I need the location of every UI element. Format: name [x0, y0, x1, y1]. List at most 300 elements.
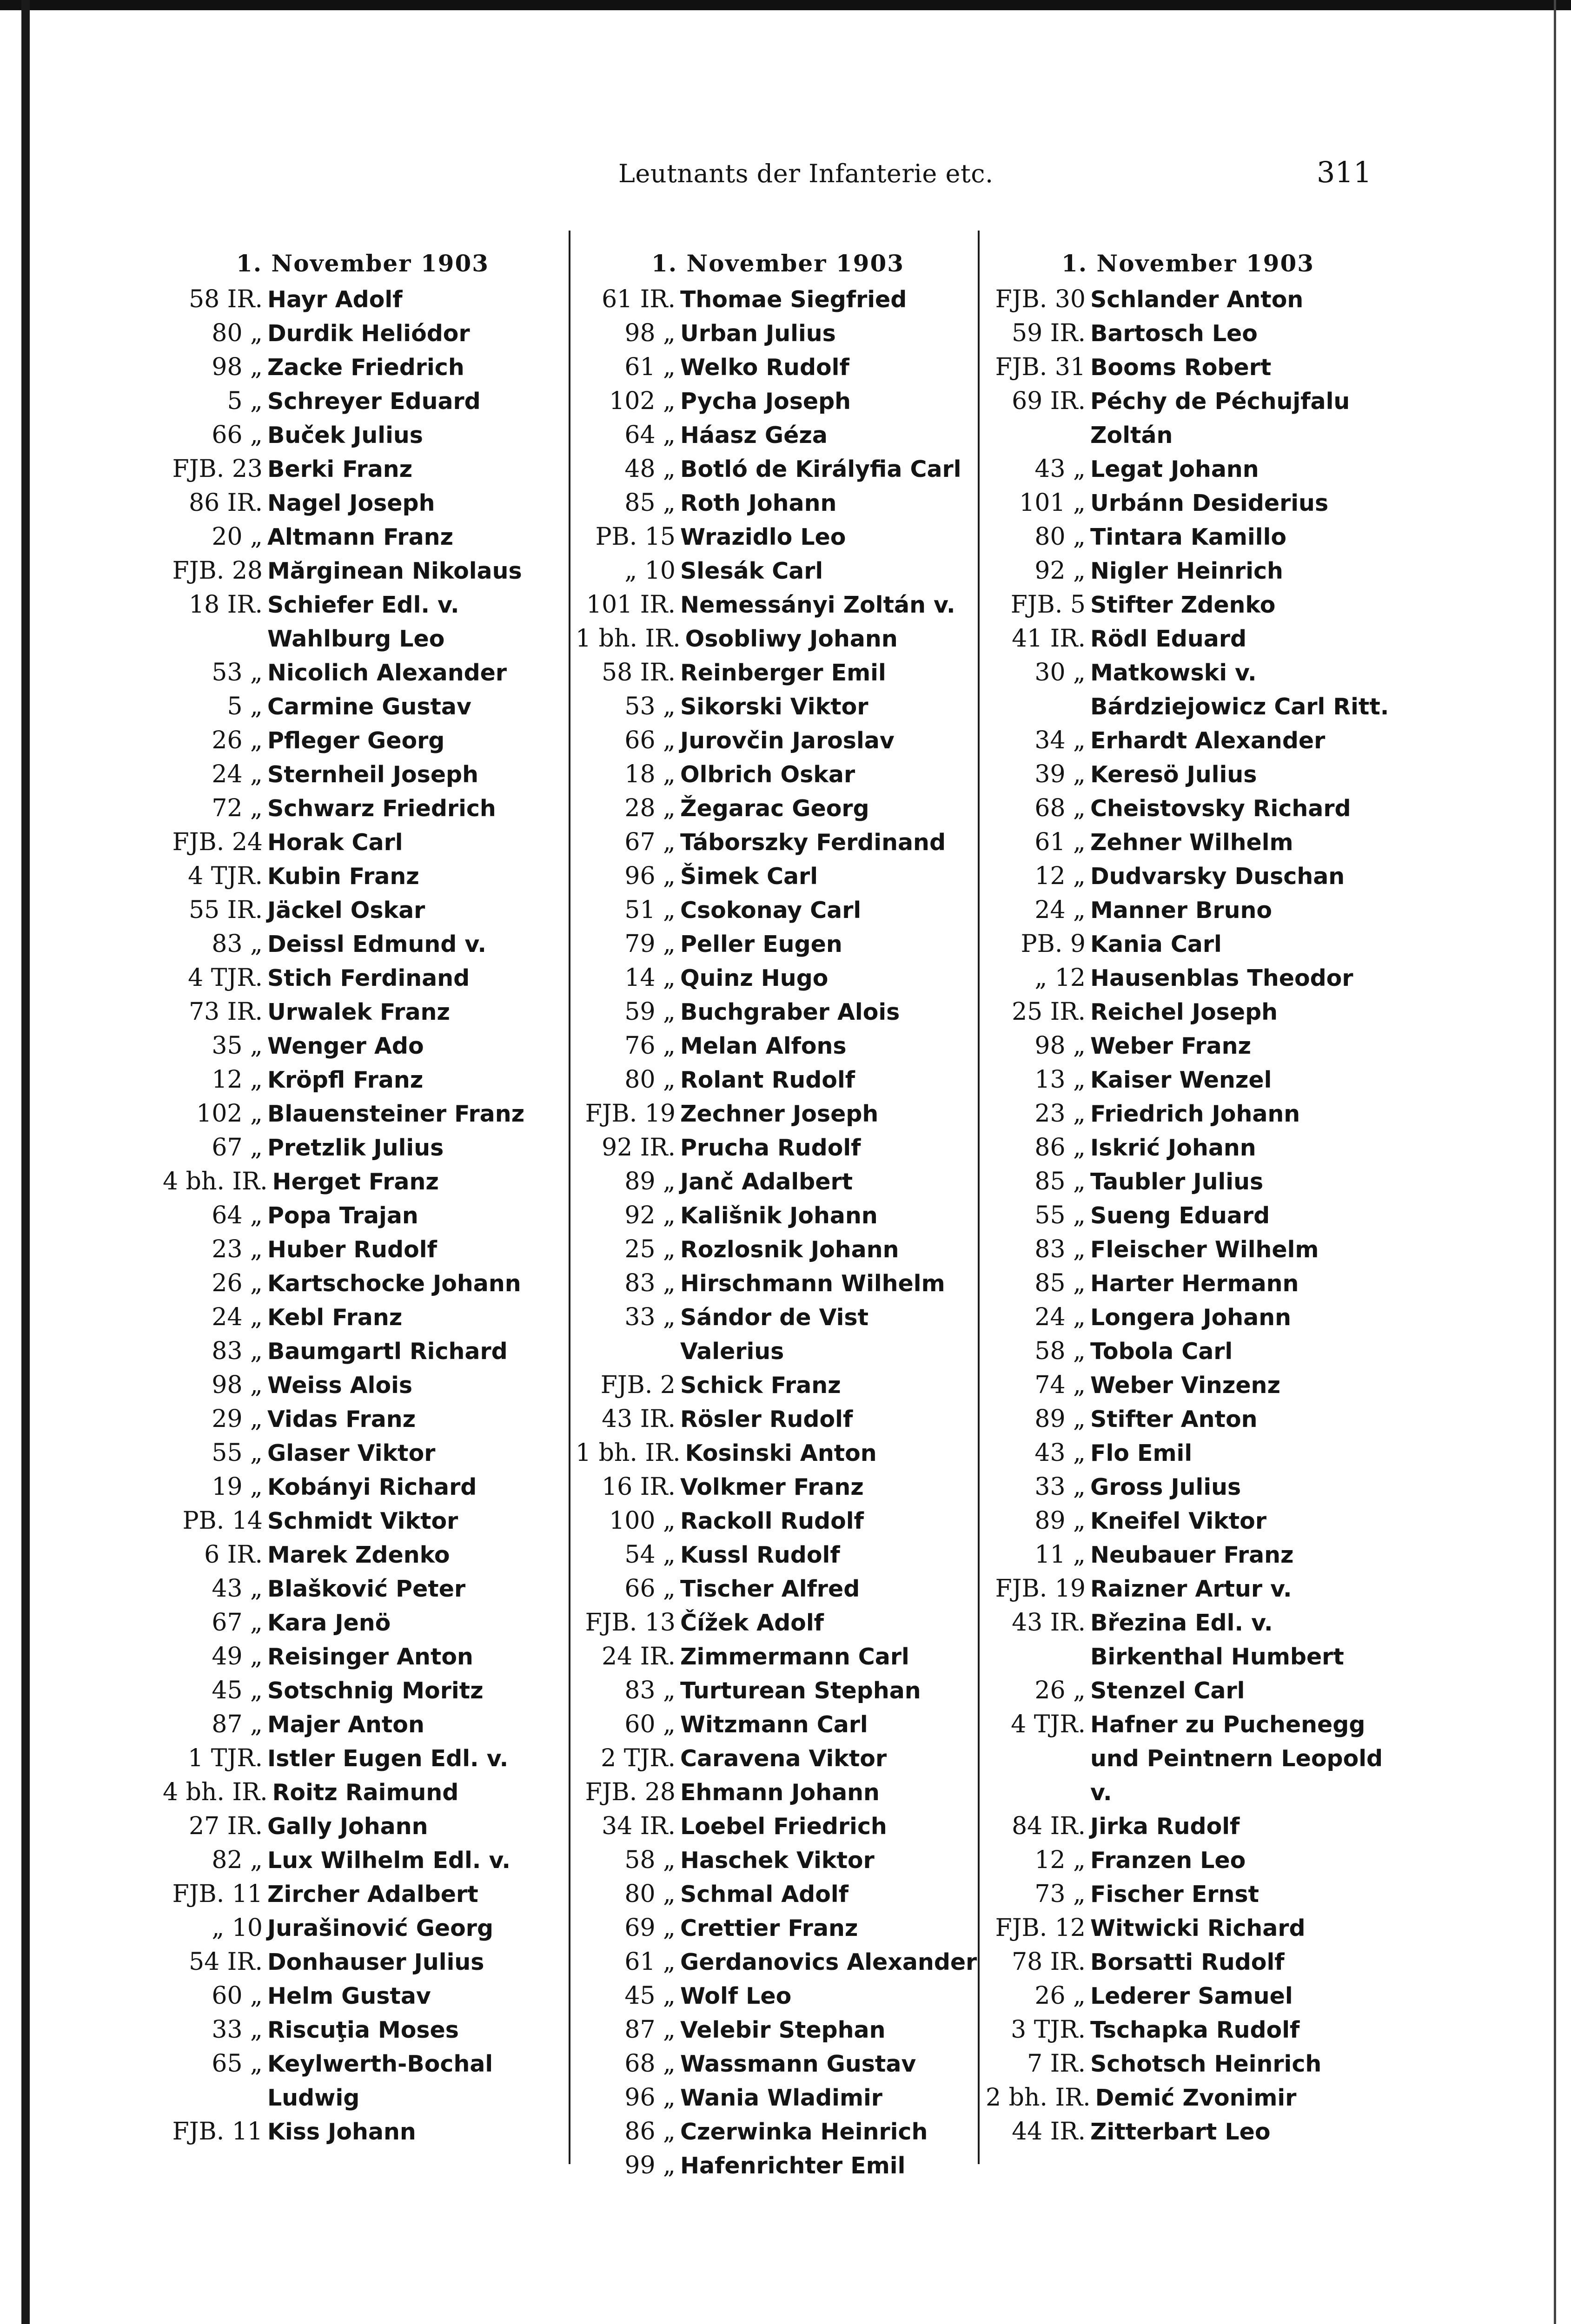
- list-item: [576, 1979, 980, 2013]
- officer-name: Schotsch Heinrich: [1090, 2051, 1322, 2077]
- unit-designation: 60 „: [212, 1982, 263, 2010]
- list-item: [576, 486, 980, 520]
- unit-designation: 85 „: [624, 489, 676, 517]
- officer-name: Legat Johann: [1090, 456, 1259, 482]
- unit-designation: 18 IR.: [189, 591, 263, 619]
- list-item: [986, 486, 1390, 520]
- unit-designation: 5 „: [227, 693, 263, 720]
- officer-name: Schiefer Edl. v. Wahlburg Leo: [267, 592, 459, 652]
- list-item: [576, 1470, 980, 1504]
- unit-designation: FJB. 24: [172, 828, 263, 856]
- officer-name: Erhardt Alexander: [1090, 727, 1326, 754]
- unit-designation: 28 „: [624, 794, 676, 822]
- column-heading: 1. November 1903: [236, 250, 490, 277]
- list-item: [986, 350, 1390, 384]
- unit-designation: 99 „: [624, 2152, 676, 2179]
- unit-designation: 98 „: [1034, 1032, 1086, 1060]
- list-item: [576, 1165, 980, 1199]
- list-item: [163, 1877, 563, 1911]
- officer-name: Franzen Leo: [1090, 1847, 1246, 1874]
- unit-designation: 67 „: [212, 1134, 263, 1162]
- unit-designation: 18 „: [624, 760, 676, 788]
- unit-designation: 13 „: [1034, 1066, 1086, 1094]
- list-item: [163, 1233, 563, 1267]
- unit-designation: 59 „: [624, 998, 676, 1026]
- officer-name: Schreyer Eduard: [267, 388, 481, 415]
- unit-designation: 43 „: [1034, 1439, 1086, 1467]
- list-item: [576, 995, 980, 1029]
- officer-name: Kröpfl Franz: [267, 1067, 424, 1093]
- officer-name: Wania Wladimir: [680, 2085, 882, 2111]
- list-item: [986, 927, 1390, 961]
- list-item: [163, 1708, 563, 1742]
- officer-name: Sotschnig Moritz: [267, 1677, 484, 1704]
- list-item: [163, 893, 563, 927]
- page-number: 311: [1317, 155, 1372, 189]
- list-item: [163, 1776, 563, 1809]
- list-item: [986, 1945, 1390, 1979]
- officer-name: Helm Gustav: [267, 1983, 431, 2009]
- officer-name: Wassmann Gustav: [680, 2051, 916, 2077]
- list-item: [163, 859, 563, 893]
- list-item: [576, 1267, 980, 1301]
- unit-designation: 65 „: [212, 2050, 263, 2078]
- list-item: [986, 1843, 1390, 1877]
- unit-designation: 1 TJR.: [188, 1744, 263, 1772]
- list-item: [986, 2115, 1390, 2149]
- list-item: [576, 1809, 980, 1843]
- officer-name: Zitterbart Leo: [1090, 2119, 1271, 2145]
- officer-name: Gerdanovics Alexander: [680, 1949, 977, 1975]
- list-item: [163, 1402, 563, 1436]
- officer-name: Sternheil Joseph: [267, 761, 479, 788]
- unit-designation: 61 „: [624, 1948, 676, 1976]
- unit-designation: 74 „: [1034, 1371, 1086, 1399]
- list-item: [986, 1504, 1390, 1538]
- list-item: [163, 1301, 563, 1334]
- unit-designation: 26 „: [212, 1269, 263, 1297]
- officer-name: Stenzel Carl: [1090, 1677, 1245, 1704]
- list-item: [576, 1131, 980, 1165]
- officer-name: Melan Alfons: [680, 1033, 847, 1059]
- unit-designation: 64 „: [212, 1202, 263, 1229]
- officer-name: Lederer Samuel: [1090, 1983, 1293, 2009]
- list-item: [576, 1674, 980, 1708]
- officer-name: Velebir Stephan: [680, 2017, 886, 2043]
- list-item: [163, 452, 563, 486]
- list-item: [576, 2149, 980, 2183]
- unit-designation: 87 „: [624, 2016, 676, 2044]
- unit-designation: FJB. 11: [172, 2118, 263, 2146]
- list-item: [576, 1233, 980, 1267]
- officer-name: Tschapka Rudolf: [1090, 2017, 1300, 2043]
- list-item: [163, 1165, 563, 1199]
- unit-designation: 6 IR.: [204, 1541, 263, 1569]
- list-item: [576, 1708, 980, 1742]
- list-item: [576, 893, 980, 927]
- list-item: [986, 1606, 1390, 1674]
- list-item: [986, 961, 1390, 995]
- list-item: [576, 1776, 980, 1809]
- unit-designation: 45 „: [212, 1677, 263, 1704]
- list-item: [986, 1334, 1390, 1368]
- unit-designation: FJB. 31: [995, 353, 1086, 381]
- officer-name: Roth Johann: [680, 490, 837, 516]
- officer-name: Iskrić Johann: [1090, 1135, 1256, 1161]
- officer-name: Pycha Joseph: [680, 388, 851, 415]
- column-heading: 1. November 1903: [651, 250, 905, 277]
- unit-designation: 4 bh. IR.: [163, 1168, 268, 1195]
- unit-designation: 67 „: [624, 828, 676, 856]
- unit-designation: 12 „: [212, 1066, 263, 1094]
- officer-name: Blašković Peter: [267, 1576, 466, 1602]
- list-item: [986, 1911, 1390, 1945]
- officer-name: Jäckel Oskar: [267, 897, 425, 924]
- unit-designation: 16 IR.: [602, 1473, 676, 1501]
- scan-right-border: [1554, 0, 1556, 2324]
- scan-left-border: [21, 0, 30, 2324]
- list-item: [986, 656, 1390, 724]
- unit-designation: FJB. 12: [995, 1914, 1086, 1942]
- list-item: [163, 520, 563, 554]
- unit-designation: 48 „: [624, 455, 676, 483]
- officer-name: Hafenrichter Emil: [680, 2152, 906, 2179]
- unit-designation: PB. 15: [595, 523, 676, 551]
- officer-name: Durdik Heliódor: [267, 320, 470, 347]
- unit-designation: 83 „: [624, 1269, 676, 1297]
- officer-name: Glaser Viktor: [267, 1440, 436, 1466]
- unit-designation: 11 „: [1034, 1541, 1086, 1569]
- officer-name: Vidas Franz: [267, 1406, 416, 1433]
- officer-name: Kosinski Anton: [685, 1440, 877, 1466]
- unit-designation: PB. 14: [182, 1507, 263, 1535]
- unit-designation: 59 IR.: [1012, 319, 1086, 347]
- unit-designation: 85 „: [1034, 1269, 1086, 1297]
- officer-name: Haschek Viktor: [680, 1847, 875, 1874]
- list-item: [576, 724, 980, 758]
- list-item: [163, 1063, 563, 1097]
- column-3: [986, 244, 1390, 2149]
- list-item: [163, 283, 563, 317]
- list-item: [163, 1131, 563, 1165]
- unit-designation: FJB. 28: [585, 1778, 676, 1806]
- running-head: Leutnants der Infanterie etc.: [618, 159, 994, 188]
- unit-designation: 101 IR.: [586, 591, 676, 619]
- unit-designation: 43 IR.: [1012, 1609, 1086, 1637]
- list-item: [576, 520, 980, 554]
- list-item: [163, 995, 563, 1029]
- list-item: [576, 418, 980, 452]
- officer-name: Crettier Franz: [680, 1915, 858, 1941]
- list-item: [576, 2081, 980, 2115]
- list-item: [986, 1301, 1390, 1334]
- column-rule: [569, 231, 570, 2164]
- list-item: [576, 554, 980, 588]
- list-item: [986, 554, 1390, 588]
- officer-name: Stifter Zdenko: [1090, 592, 1276, 618]
- unit-designation: 69 „: [624, 1914, 676, 1942]
- officer-name: Péchy de Péchujfalu Zoltán: [1090, 388, 1350, 449]
- list-item: [986, 1233, 1390, 1267]
- officer-name: Friedrich Johann: [1090, 1101, 1300, 1127]
- officer-name: Lux Wilhelm Edl. v.: [267, 1847, 511, 1874]
- officer-name: Caravena Viktor: [680, 1745, 887, 1772]
- scan-top-border: [0, 0, 1571, 10]
- list-item: [163, 1470, 563, 1504]
- unit-designation: 60 „: [624, 1710, 676, 1738]
- officer-name: Peller Eugen: [680, 931, 842, 957]
- unit-designation: 24 „: [1034, 1303, 1086, 1331]
- list-item: [576, 690, 980, 724]
- unit-designation: 53 „: [212, 659, 263, 687]
- officer-name: Pretzlik Julius: [267, 1135, 444, 1161]
- list-item: [163, 927, 563, 961]
- officer-name: Manner Bruno: [1090, 897, 1272, 924]
- list-item: [163, 1334, 563, 1368]
- unit-designation: 49 „: [212, 1643, 263, 1670]
- unit-designation: 102 „: [196, 1100, 263, 1128]
- officer-name: Fischer Ernst: [1090, 1881, 1259, 1908]
- list-item: [986, 792, 1390, 825]
- list-item: [576, 1911, 980, 1945]
- unit-designation: 92 „: [624, 1202, 676, 1229]
- list-item: [576, 1640, 980, 1674]
- unit-designation: 43 „: [212, 1575, 263, 1603]
- unit-designation: 20 „: [212, 523, 263, 551]
- list-item: [576, 1877, 980, 1911]
- officer-name: Schmidt Viktor: [267, 1508, 458, 1534]
- list-item: [163, 1742, 563, 1776]
- officer-name: Welko Rudolf: [680, 354, 849, 381]
- unit-designation: „ 10: [212, 1914, 263, 1942]
- officer-name: Kaiser Wenzel: [1090, 1067, 1272, 1093]
- officer-name: Matkowski v. Bárdziejowicz Carl Ritt.: [1090, 660, 1389, 720]
- officer-name: Kiss Johann: [267, 2119, 416, 2145]
- officer-name: Keylwerth-Bochal Ludwig: [267, 2051, 493, 2111]
- list-item: [163, 1504, 563, 1538]
- officer-name: Wolf Leo: [680, 1983, 792, 2009]
- unit-designation: 4 TJR.: [188, 862, 263, 890]
- list-item: [576, 1504, 980, 1538]
- unit-designation: 25 IR.: [1012, 998, 1086, 1026]
- unit-designation: 68 „: [624, 2050, 676, 2078]
- list-item: [986, 1572, 1390, 1606]
- officer-name: Wrazidlo Leo: [680, 524, 846, 550]
- officer-name: Osobliwy Johann: [685, 626, 898, 652]
- unit-designation: 27 IR.: [189, 1812, 263, 1840]
- officer-name: Ehmann Johann: [680, 1779, 880, 1806]
- column-2: [576, 244, 980, 2183]
- officer-name: Sueng Eduard: [1090, 1202, 1270, 1229]
- officer-name: Thomae Siegfried: [680, 286, 907, 313]
- unit-designation: 83 „: [624, 1677, 676, 1704]
- column-heading: 1. November 1903: [1061, 250, 1315, 277]
- officer-name: Carmine Gustav: [267, 693, 471, 720]
- unit-designation: 54 IR.: [189, 1948, 263, 1976]
- list-item: [986, 1877, 1390, 1911]
- unit-designation: 34 „: [1034, 726, 1086, 754]
- officer-name: Březina Edl. v. Birkenthal Humbert: [1090, 1610, 1344, 1670]
- unit-designation: 89 „: [1034, 1405, 1086, 1433]
- officer-name: Reinberger Emil: [680, 660, 886, 686]
- unit-designation: 12 „: [1034, 862, 1086, 890]
- list-item: [576, 1199, 980, 1233]
- unit-designation: 84 IR.: [1012, 1812, 1086, 1840]
- list-item: [986, 1470, 1390, 1504]
- officer-name: Gally Johann: [267, 1813, 428, 1840]
- officer-name: Šimek Carl: [680, 863, 818, 890]
- list-item: [986, 2047, 1390, 2081]
- list-item: [986, 859, 1390, 893]
- unit-designation: 78 IR.: [1012, 1948, 1086, 1976]
- list-item: [163, 1945, 563, 1979]
- list-item: [986, 1063, 1390, 1097]
- officer-name: Kneifel Viktor: [1090, 1508, 1266, 1534]
- officer-name: Zircher Adalbert: [267, 1881, 478, 1908]
- list-item: [163, 724, 563, 758]
- unit-designation: 92 IR.: [602, 1134, 676, 1162]
- unit-designation: 30 „: [1034, 659, 1086, 687]
- officer-name: Riscuţia Moses: [267, 2017, 459, 2043]
- unit-designation: FJB. 28: [172, 557, 263, 585]
- list-item: [576, 350, 980, 384]
- unit-designation: FJB. 23: [172, 455, 263, 483]
- officer-name: Kebl Franz: [267, 1304, 403, 1331]
- officer-name: Hafner zu Puchenegg und Peintnern Leopold v.: [1090, 1711, 1383, 1806]
- officer-name: Schwarz Friedrich: [267, 795, 496, 822]
- unit-designation: 73 IR.: [189, 998, 263, 1026]
- unit-designation: 76 „: [624, 1032, 676, 1060]
- officer-name: Weber Franz: [1090, 1033, 1252, 1059]
- unit-designation: 58 IR.: [602, 659, 676, 687]
- unit-designation: 80 „: [1034, 523, 1086, 551]
- unit-designation: 83 „: [1034, 1235, 1086, 1263]
- list-item: [576, 1606, 980, 1640]
- officer-name: Turturean Stephan: [680, 1677, 921, 1704]
- officer-name: Urbánn Desiderius: [1090, 490, 1329, 516]
- officer-name: Urban Julius: [680, 320, 836, 347]
- officer-name: Stich Ferdinand: [267, 965, 470, 991]
- officer-name: Táborszky Ferdinand: [680, 829, 946, 856]
- unit-designation: 24 „: [1034, 896, 1086, 924]
- list-item: [163, 418, 563, 452]
- list-item: [576, 1368, 980, 1402]
- officer-name: Tischer Alfred: [680, 1576, 860, 1602]
- list-item: [986, 825, 1390, 859]
- unit-designation: 4 TJR.: [1011, 1710, 1086, 1738]
- list-item: [986, 520, 1390, 554]
- list-item: [163, 1368, 563, 1402]
- list-item: [986, 452, 1390, 486]
- list-item: [986, 1368, 1390, 1402]
- officer-name: Borsatti Rudolf: [1090, 1949, 1285, 1975]
- unit-designation: 24 IR.: [602, 1643, 676, 1670]
- officer-name: Raizner Artur v.: [1090, 1576, 1292, 1602]
- unit-designation: 4 bh. IR.: [163, 1778, 268, 1806]
- officer-name: Volkmer Franz: [680, 1474, 864, 1500]
- officer-name: Sikorski Viktor: [680, 693, 868, 720]
- unit-designation: 4 TJR.: [188, 964, 263, 992]
- list-item: [163, 825, 563, 859]
- unit-designation: 83 „: [212, 930, 263, 958]
- list-item: [576, 283, 980, 317]
- unit-designation: 33 „: [624, 1303, 676, 1331]
- unit-designation: 2 TJR.: [601, 1744, 676, 1772]
- unit-designation: 73 „: [1034, 1880, 1086, 1908]
- list-item: [163, 1436, 563, 1470]
- officer-name: Schmal Adolf: [680, 1881, 848, 1908]
- list-item: [576, 859, 980, 893]
- officer-name: Huber Rudolf: [267, 1236, 437, 1263]
- list-item: [986, 2013, 1390, 2047]
- officer-name: Rolant Rudolf: [680, 1067, 855, 1093]
- unit-designation: 101 „: [1019, 489, 1086, 517]
- unit-designation: 7 IR.: [1027, 2050, 1086, 2078]
- unit-designation: 86 IR.: [189, 489, 263, 517]
- unit-designation: 1 bh. IR.: [576, 1439, 681, 1467]
- list-item: [986, 1097, 1390, 1131]
- officer-name: Harter Hermann: [1090, 1270, 1299, 1297]
- list-item: [576, 1436, 980, 1470]
- unit-designation: FJB. 19: [995, 1575, 1086, 1603]
- unit-designation: 55 IR.: [189, 896, 263, 924]
- list-item: [986, 1165, 1390, 1199]
- officer-name: Buček Julius: [267, 422, 423, 449]
- unit-designation: 2 bh. IR.: [986, 2084, 1091, 2112]
- unit-designation: PB. 9: [1021, 930, 1086, 958]
- officer-name: Popa Trajan: [267, 1202, 418, 1229]
- list-item: [576, 1945, 980, 1979]
- unit-designation: 29 „: [212, 1405, 263, 1433]
- unit-designation: 61 „: [624, 353, 676, 381]
- unit-designation: 41 IR.: [1012, 625, 1086, 653]
- list-item: [986, 758, 1390, 792]
- officer-name: Cheistovsky Richard: [1090, 795, 1351, 822]
- officer-name: Hayr Adolf: [267, 286, 403, 313]
- unit-designation: 61 IR.: [602, 285, 676, 313]
- officer-name: Buchgraber Alois: [680, 999, 900, 1025]
- officer-name: Tobola Carl: [1090, 1338, 1233, 1365]
- officer-name: Dudvarsky Duschan: [1090, 863, 1345, 890]
- unit-designation: 83 „: [212, 1337, 263, 1365]
- unit-designation: 19 „: [212, 1473, 263, 1501]
- list-item: [986, 1436, 1390, 1470]
- unit-designation: 26 „: [1034, 1677, 1086, 1704]
- officer-name: Jurovčin Jaroslav: [680, 727, 895, 754]
- unit-designation: 72 „: [212, 794, 263, 822]
- unit-designation: 67 „: [212, 1609, 263, 1637]
- unit-designation: 64 „: [624, 421, 676, 449]
- officer-name: Sándor de Vist Valerius: [680, 1304, 869, 1365]
- unit-designation: 96 „: [624, 862, 676, 890]
- list-item: [986, 384, 1390, 452]
- list-item: [163, 384, 563, 418]
- list-item: [163, 1538, 563, 1572]
- unit-designation: 24 „: [212, 1303, 263, 1331]
- unit-designation: 68 „: [1034, 794, 1086, 822]
- list-item: [163, 317, 563, 350]
- officer-name: Zehner Wilhelm: [1090, 829, 1293, 856]
- list-item: [576, 792, 980, 825]
- unit-designation: 45 „: [624, 1982, 676, 2010]
- officer-name: Kubin Franz: [267, 863, 419, 890]
- list-item: [163, 1843, 563, 1877]
- column-1: [163, 244, 563, 2149]
- unit-designation: 96 „: [624, 2084, 676, 2112]
- unit-designation: 25 „: [624, 1235, 676, 1263]
- officer-name: Reichel Joseph: [1090, 999, 1278, 1025]
- unit-designation: 33 „: [1034, 1473, 1086, 1501]
